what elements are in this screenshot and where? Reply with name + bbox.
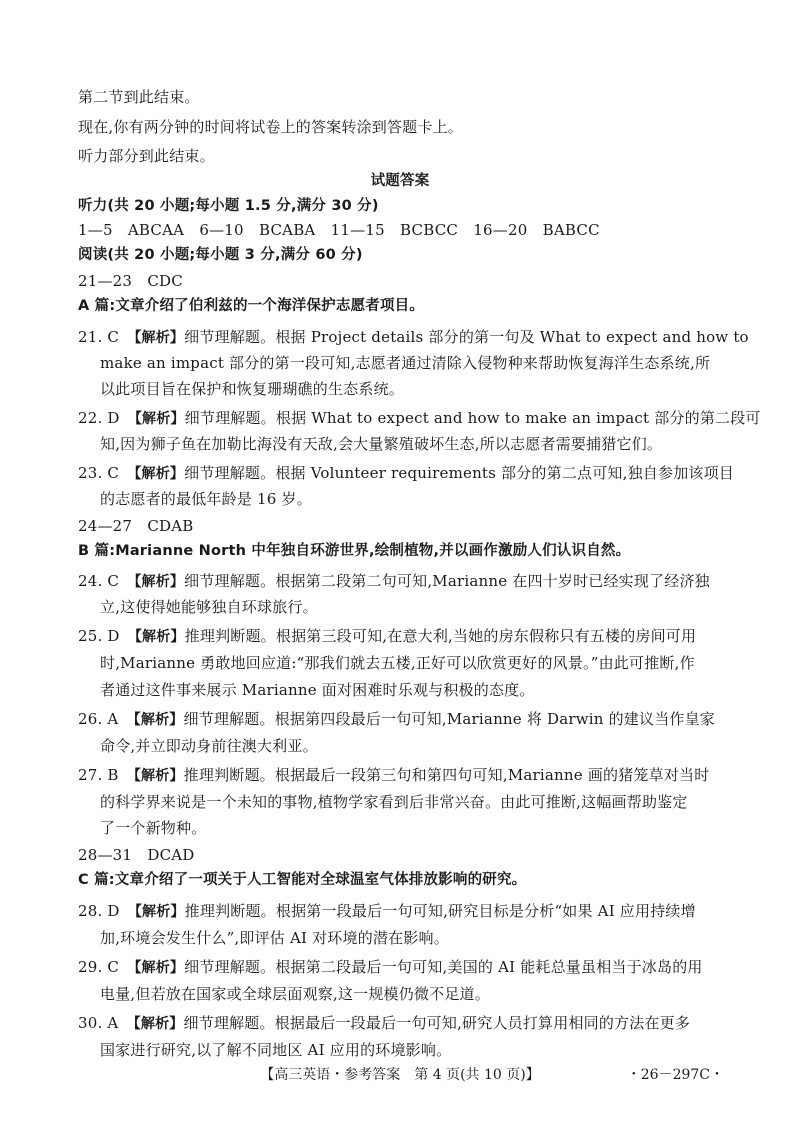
question-number: 21. C [78, 328, 120, 346]
analysis-tag: 【解析】 [134, 411, 185, 427]
question-item [78, 626, 696, 647]
analysis-text: 国家进行研究,以了解不同地区 AI 应用的环境影响。 [100, 1041, 452, 1059]
question-number: 22. D [78, 409, 120, 427]
section-heading: B 篇:Marianne North 中年独自环游世界,绘制植物,并以画作激励人们认识自然。 [78, 543, 631, 559]
analysis-text: make an impact 部分的第一段可知,志愿者通过清除入侵物种来帮助恢复海洋生态系统,所 [100, 354, 711, 372]
page-footer [0, 1064, 800, 1086]
analysis-tag: 【解析】 [134, 960, 185, 976]
analysis-tag: 【解析】 [134, 904, 185, 920]
analysis-text: 细节理解题。根据 Project details 部分的第一句及 What to expect and how to [184, 328, 749, 346]
question-number: 24. C [78, 572, 120, 590]
question-item [78, 765, 709, 786]
listening-answers: 1—5 ABCAA 6—10 BCABA 11—15 BCBCC 16—20 BABCC [78, 221, 600, 239]
question-number: 25. D [78, 627, 120, 645]
intro-line: 听力部分到此结束。 [78, 147, 215, 165]
question-number: 27. B [78, 766, 119, 784]
analysis-text: 的科学界来说是一个未知的事物,植物学家看到后非常兴奋。由此可推断,这幅画帮助鉴定 [100, 793, 688, 811]
analysis-text: 细节理解题。根据 Volunteer requirements 部分的第二点可知,独自参加该项目 [184, 464, 734, 482]
answer-range: 21—23 CDC [78, 272, 183, 290]
question-item [78, 408, 761, 429]
analysis-text: 推理判断题。根据最后一段第三句和第四句可知,Marianne 画的猪笼草对当时 [183, 766, 710, 784]
analysis-tag: 【解析】 [134, 629, 185, 645]
intro-line: 现在,你有两分钟的时间将试卷上的答案转涂到答题卡上。 [78, 118, 463, 136]
answers-title: 试题答案 [370, 173, 430, 189]
analysis-text: 细节理解题。根据 What to expect and how to make an impact 部分的第二段可 [184, 409, 761, 427]
analysis-text: 推理判断题。根据第三段可知,在意大利,当她的房东假称只有五楼的房间可用 [184, 627, 697, 645]
analysis-text: 以此项目旨在保护和恢复珊瑚礁的生态系统。 [100, 380, 405, 398]
analysis-text: 电量,但若放在国家或全球层面观察,这一规模仍微不足道。 [100, 985, 490, 1003]
analysis-text: 细节理解题。根据第二段最后一句可知,美国的 AI 能耗总量虽相当于冰岛的用 [184, 958, 703, 976]
analysis-text: 的志愿者的最低年龄是 16 岁。 [100, 490, 312, 508]
question-number: 26. A [78, 710, 119, 728]
analysis-text: 时,Marianne 勇敢地回应道:“那我们就去五楼,正好可以欣赏更好的风景。”由此可推断,作 [100, 654, 695, 672]
analysis-text: 知,因为狮子鱼在加勒比海没有天敌,会大量繁殖破坏生态,所以志愿者需要捕猎它们。 [100, 435, 663, 453]
analysis-tag: 【解析】 [134, 574, 185, 590]
question-item [78, 901, 696, 922]
analysis-tag: 【解析】 [133, 712, 184, 728]
analysis-text: 推理判断题。根据第一段最后一句可知,研究目标是分析“如果 AI 应用持续增 [184, 902, 696, 920]
section-heading: C 篇:文章介绍了一项关于人工智能对全球温室气体排放影响的研究。 [78, 872, 527, 888]
analysis-tag: 【解析】 [134, 466, 185, 482]
analysis-text: 命令,并立即动身前往澳大利亚。 [100, 737, 318, 755]
analysis-text: 细节理解题。根据第四段最后一句可知,Marianne 将 Darwin 的建议当作皇家 [183, 710, 716, 728]
analysis-text: 加,环境会发生什么”,即评估 AI 对环境的潜在影响。 [100, 929, 449, 947]
question-item [78, 463, 734, 484]
question-item [78, 571, 710, 592]
analysis-text: 者通过这件事来展示 Marianne 面对困难时乐观与积极的态度。 [100, 681, 535, 699]
reading-header: 阅读(共 20 小题;每小题 3 分,满分 60 分) [78, 247, 363, 263]
question-item [78, 957, 703, 978]
question-number: 30. A [78, 1014, 119, 1032]
question-item [78, 709, 715, 730]
question-number: 23. C [78, 464, 120, 482]
analysis-tag: 【解析】 [134, 330, 185, 346]
question-item [78, 1013, 690, 1034]
analysis-text: 细节理解题。根据最后一段最后一句可知,研究人员打算用相同的方法在更多 [183, 1014, 691, 1032]
answer-range: 28—31 DCAD [78, 846, 195, 864]
footer-code: ・26－297C・ [626, 1067, 724, 1083]
analysis-text: 了一个新物种。 [100, 819, 207, 837]
analysis-tag: 【解析】 [133, 768, 184, 784]
listening-header: 听力(共 20 小题;每小题 1.5 分,满分 30 分) [78, 198, 379, 214]
section-heading: A 篇:文章介绍了伯利兹的一个海洋保护志愿者项目。 [78, 298, 425, 314]
analysis-text: 细节理解题。根据第二段第二句可知,Marianne 在四十岁时已经实现了经济独 [184, 572, 710, 590]
question-number: 28. D [78, 902, 120, 920]
intro-line: 第二节到此结束。 [78, 88, 200, 106]
analysis-text: 立,这使得她能够独自环球旅行。 [100, 598, 318, 616]
analysis-tag: 【解析】 [133, 1016, 184, 1032]
question-number: 29. C [78, 958, 120, 976]
footer-page-info: 【高三英语・参考答案 第 4 页(共 10 页)】 [260, 1067, 540, 1083]
question-item [78, 327, 749, 348]
answer-range: 24—27 CDAB [78, 517, 194, 535]
